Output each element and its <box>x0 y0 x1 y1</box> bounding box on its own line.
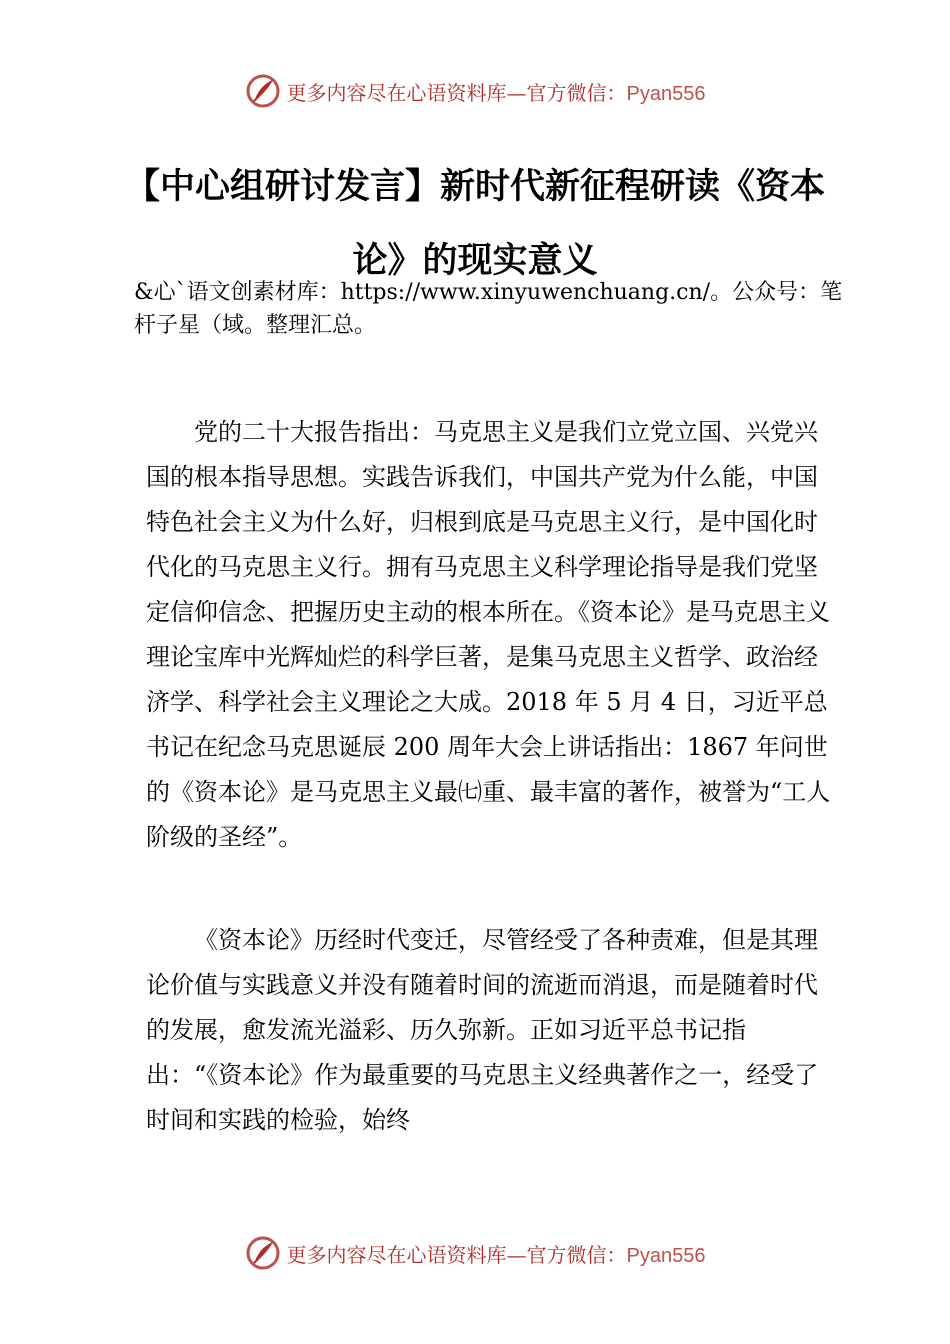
document-body <box>146 410 836 1201</box>
wechat-id: Pyan556 <box>626 1244 706 1267</box>
footer-banner <box>0 1228 950 1278</box>
body-paragraph: 党的二十大报告指出：马克思主义是我们立党立国、兴党兴国的根本指导思想。实践告诉我们，中国共产党为什么能，中国特色社会主义为什么好，归根到底是马克思主义行，是中国化时代化的马克思主义行。拥有马克思主义科学理论指导是我们党坚定信仰信念、把握历史主动的根本所在。《资本论》是马克思主义理论宝库中光辉灿烂的科学巨著，是集马克思主义哲学、政治经济学、科学社会主义理论之大成。2018 年 5 月 4 日，习近平总书记在纪念马克思诞辰 200 周年大会上讲话指出：1867 年问世的《资本论》是马克思主义最㈦重、最丰富的著作，被誉为“工人阶级的圣经”。 <box>146 418 831 851</box>
source-note: &心`语文创素材库：https://www.xinyuwenchuang.cn/。公众号：笔杆子星（域。整理汇总。 <box>134 280 843 338</box>
wechat-id: Pyan556 <box>626 82 706 105</box>
banner-slogan: 更多内容尽在心语资料库—官方微信：Pyan556 <box>286 1242 706 1267</box>
body-paragraph: 《资本论》历经时代变迁，尽管经受了各种责难，但是其理论价值与实践意义并没有随着时间的流逝而消退，而是随着时代的发展，愈发流光溢彩、历久弥新。正如习近平总书记指出：“《资本论》作为最重要的马克思主义经典著作之一，经受了时间和实践的检验，始终 <box>146 926 819 1134</box>
feather-pen-logo-icon <box>245 1235 281 1271</box>
document-title: 【中心组研讨发言】新时代新征程研读《资本论》的现实意义 <box>124 167 825 281</box>
feather-pen-logo-icon <box>245 73 281 109</box>
banner-slogan: 更多内容尽在心语资料库—官方微信：Pyan556 <box>286 80 706 105</box>
header-banner <box>0 66 950 116</box>
